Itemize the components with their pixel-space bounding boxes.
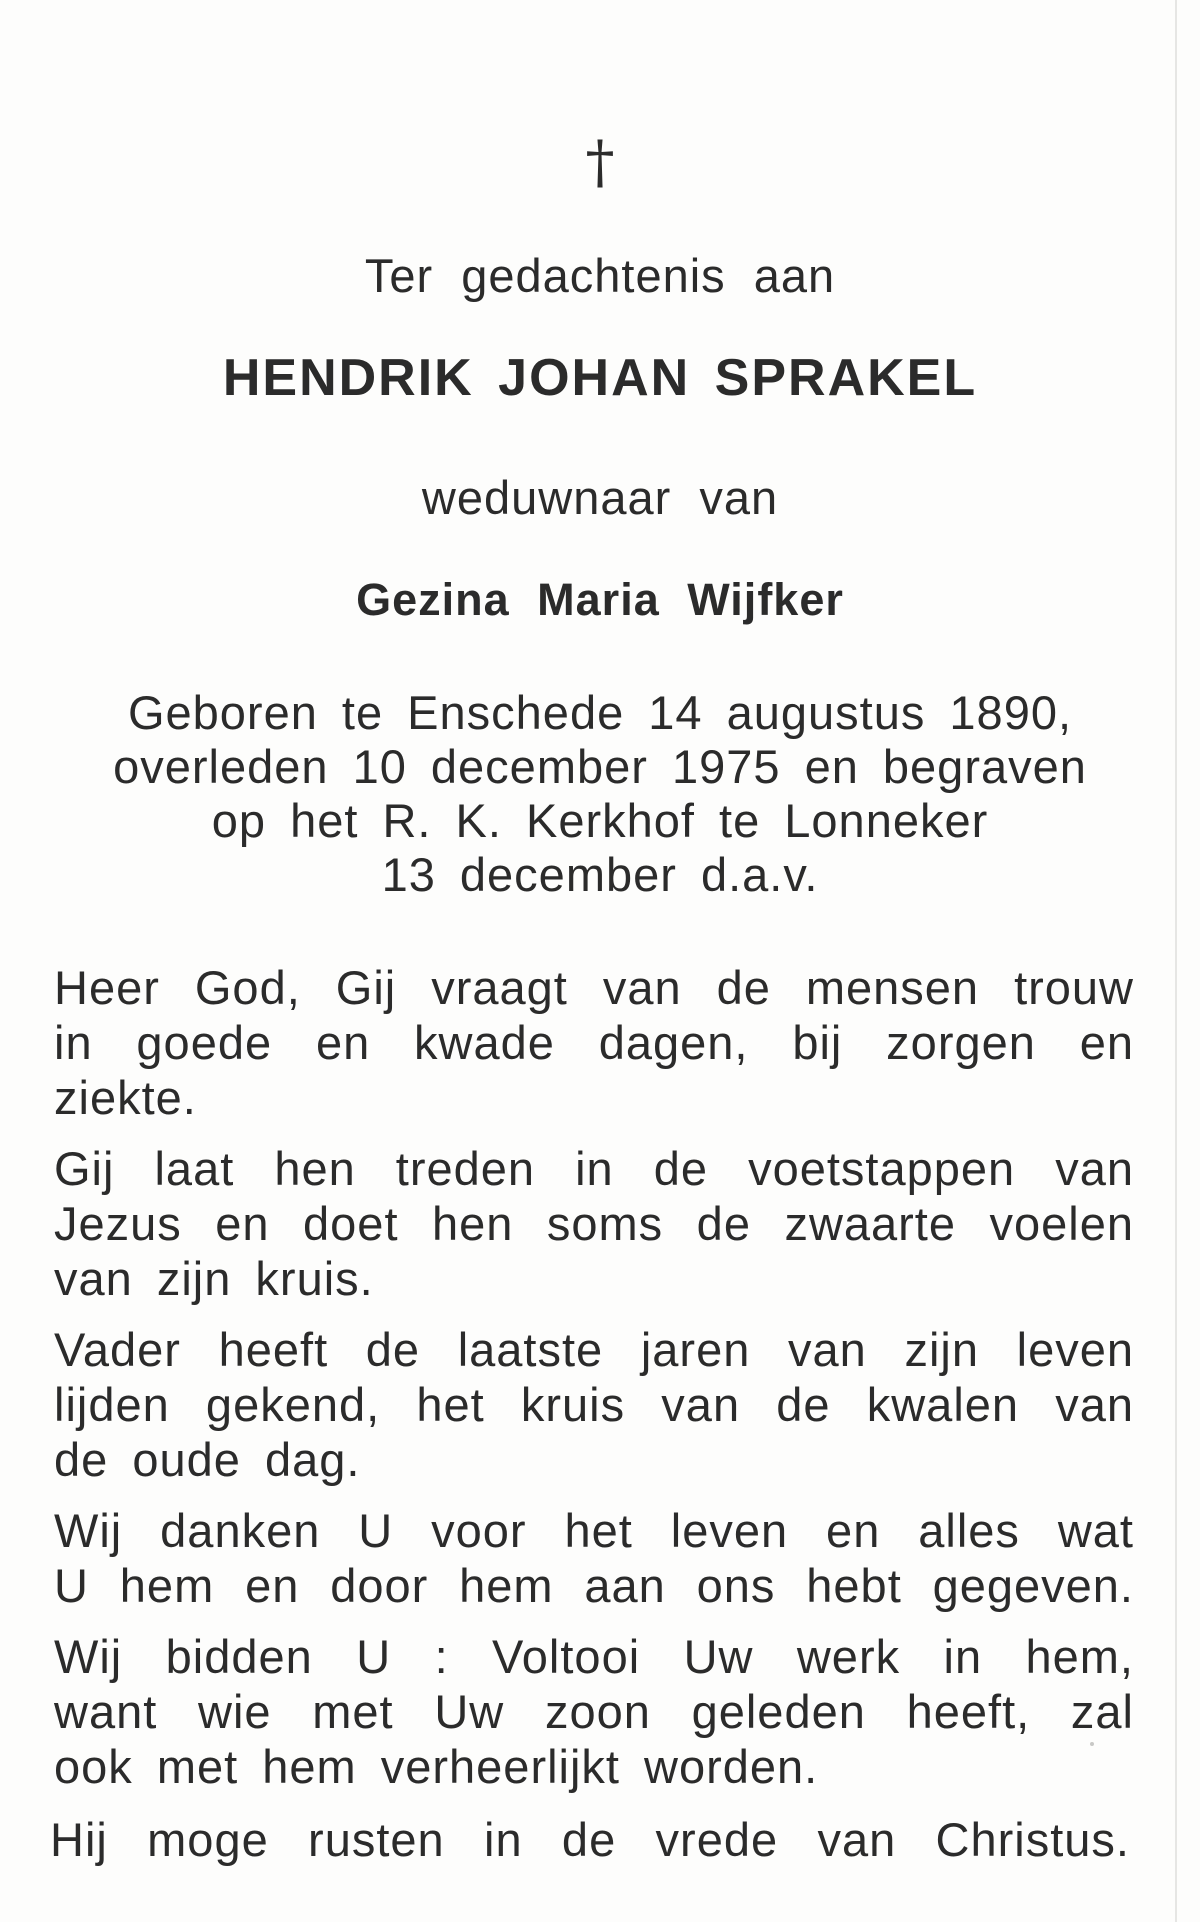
prayer-paragraph xyxy=(54,1629,1134,1794)
deceased-name: HENDRIK JOHAN SPRAKEL xyxy=(222,349,978,407)
prayer-line: ook met hem verheerlijkt worden. xyxy=(54,1740,819,1793)
prayer-line: Wij danken U voor het leven en alles wat xyxy=(54,1504,1134,1557)
prayer-line: want wie met Uw zoon geleden heeft, zal xyxy=(54,1685,1134,1738)
cross-symbol: † xyxy=(585,128,615,196)
dates-line: op het R. K. Kerkhof te Lonneker xyxy=(211,794,989,847)
prayer-line: U hem en door hem aan ons hebt gegeven. xyxy=(54,1559,1134,1612)
spouse-name: Gezina Maria Wijfker xyxy=(356,574,844,625)
prayer-line: lijden gekend, het kruis van de kwalen van xyxy=(54,1378,1134,1431)
prayer-text xyxy=(54,960,1134,1810)
intro-text: Ter gedachtenis aan xyxy=(364,249,836,302)
prayer-line: Vader heeft de laatste jaren van zijn leven xyxy=(54,1323,1134,1376)
closing-line: Hij moge rusten in de vrede van Christus. xyxy=(50,1813,1130,1866)
prayer-line: van zijn kruis. xyxy=(54,1252,374,1305)
prayer-line: Gij laat hen treden in de voetstappen van xyxy=(54,1142,1134,1195)
prayer-line: Wij bidden U : Voltooi Uw werk in hem, xyxy=(54,1630,1134,1683)
prayer-paragraph xyxy=(54,960,1134,1125)
dates-line: overleden 10 december 1975 en begraven xyxy=(113,740,1087,793)
dates-line: 13 december d.a.v. xyxy=(381,848,819,901)
prayer-line: ziekte. xyxy=(54,1071,197,1124)
prayer-paragraph xyxy=(54,1141,1134,1306)
prayer-line: Heer God, Gij vraagt van de mensen trouw xyxy=(54,961,1134,1014)
prayer-paragraph xyxy=(54,1503,1134,1613)
life-dates xyxy=(60,686,1140,902)
prayer-paragraph xyxy=(54,1322,1134,1487)
prayer-line: in goede en kwade dagen, bij zorgen en xyxy=(54,1016,1134,1069)
dates-line: Geboren te Enschede 14 augustus 1890, xyxy=(127,686,1073,739)
prayer-line: de oude dag. xyxy=(54,1433,361,1486)
prayer-line: Jezus en doet hen soms de zwaarte voelen xyxy=(54,1197,1134,1250)
widower-text: weduwnaar van xyxy=(421,471,779,524)
